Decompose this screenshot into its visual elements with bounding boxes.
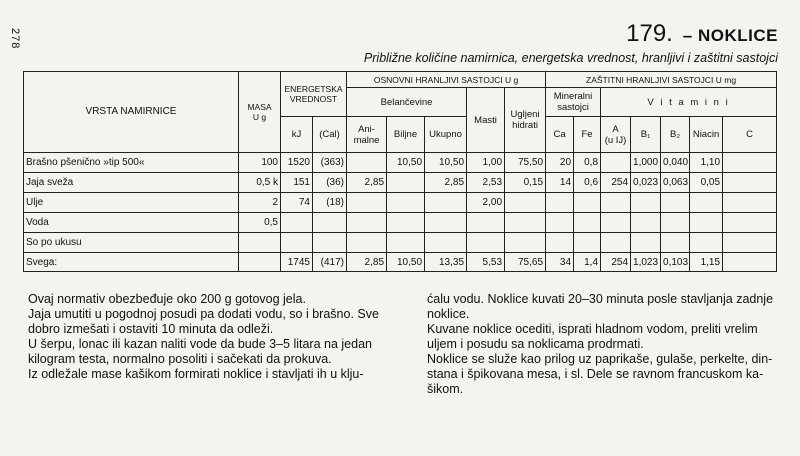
cell-c <box>723 253 777 272</box>
table-row <box>24 153 777 173</box>
table-body <box>24 153 777 272</box>
cell-plant: 10,50 <box>387 153 425 173</box>
cell-b1 <box>631 213 661 233</box>
header-kj: kJ <box>281 117 313 153</box>
text-line: Kuvane noklice ocediti, isprati hladnom vodom, preliti vrelim <box>427 322 758 336</box>
cell-a <box>601 233 631 253</box>
cell-a: 254 <box>601 173 631 193</box>
cell-a: 254 <box>601 253 631 272</box>
cell-cal: (18) <box>313 193 347 213</box>
header-c: C <box>723 117 777 153</box>
cell-c <box>723 213 777 233</box>
header-animal: Ani- malne <box>347 117 387 153</box>
cell-name: Svega: <box>24 253 239 272</box>
cell-mass <box>239 253 281 272</box>
text-line: uljem i posudu sa noklicama prodrmati. <box>427 337 644 351</box>
header-vitamins: V i t a m i n i <box>601 88 777 117</box>
cell-fats: 2,00 <box>467 193 505 213</box>
cell-niacin: 1,15 <box>690 253 723 272</box>
cell-name: Voda <box>24 213 239 233</box>
table-row <box>24 233 777 253</box>
cell-cal: (363) <box>313 153 347 173</box>
cell-niacin <box>690 193 723 213</box>
cell-fe: 1,4 <box>574 253 601 272</box>
header-cal: (Cal) <box>313 117 347 153</box>
text-line: noklice. <box>427 307 470 321</box>
cell-kj <box>281 213 313 233</box>
header-proteins: Belančevine <box>347 88 467 117</box>
cell-animal <box>347 193 387 213</box>
cell-niacin <box>690 213 723 233</box>
cell-animal <box>347 153 387 173</box>
cell-cal: (36) <box>313 173 347 193</box>
header-vitamin-a: A (u IJ) <box>601 117 631 153</box>
header-protective: ZAŠTITNI HRANLJIVI SASTOJCI U mg <box>546 72 777 88</box>
text-line: šikom. <box>427 382 464 396</box>
cell-animal: 2,85 <box>347 173 387 193</box>
cell-b1 <box>631 233 661 253</box>
instructions-left <box>28 292 404 382</box>
header-plant: Biljne <box>387 117 425 153</box>
cell-kj: 151 <box>281 173 313 193</box>
cell-fats: 5,53 <box>467 253 505 272</box>
cell-name: Jaja sveža <box>24 173 239 193</box>
text-line: Iz odležale mase kašikom formirati noklice i stavljati ih u klju- <box>28 367 364 381</box>
cell-cal <box>313 213 347 233</box>
cell-b2 <box>661 193 690 213</box>
header-mass: MASA U g <box>239 72 281 153</box>
totals-row <box>24 253 777 272</box>
cell-b1: 0,023 <box>631 173 661 193</box>
text-line: stana i špikovana mesa, i sl. Dele se ravnom francuskom ka- <box>427 367 764 381</box>
cell-plant: 10,50 <box>387 253 425 272</box>
text-line: dobro izmešati i ostaviti 10 minuta da odleži. <box>28 322 274 336</box>
cell-fats <box>467 233 505 253</box>
cell-mass: 2 <box>239 193 281 213</box>
cell-carbs <box>505 213 546 233</box>
cell-mass: 100 <box>239 153 281 173</box>
table-subtitle: Približne količine namirnica, energetska vrednost, hranljivi i zaštitni sastojci <box>363 51 778 65</box>
cell-c <box>723 173 777 193</box>
cell-a <box>601 213 631 233</box>
cell-mass <box>239 233 281 253</box>
header-niacin: Niacin <box>690 117 723 153</box>
instructions-right <box>427 292 782 397</box>
cell-kj: 1520 <box>281 153 313 173</box>
cell-fe: 0,8 <box>574 153 601 173</box>
cell-total: 13,35 <box>425 253 467 272</box>
cell-b1: 1,000 <box>631 153 661 173</box>
text-line: U šerpu, lonac ili kazan naliti vode da bude 3–5 litara na jedan <box>28 337 372 351</box>
cell-a <box>601 153 631 173</box>
cell-animal <box>347 233 387 253</box>
header-ca: Ca <box>546 117 574 153</box>
cell-kj: 1745 <box>281 253 313 272</box>
header-item: VRSTA NAMIRNICE <box>24 72 239 153</box>
text-line: kilogram testa, normalno posoliti i sačekati da prokuva. <box>28 352 332 366</box>
cell-carbs: 75,50 <box>505 153 546 173</box>
cell-niacin: 0,05 <box>690 173 723 193</box>
recipe-title <box>626 20 778 48</box>
text-line: ćalu vodu. Noklice kuvati 20–30 minuta posle stavljanja zadnje <box>427 292 774 306</box>
header-protein-total: Ukupno <box>425 117 467 153</box>
title-dash: – <box>682 26 693 45</box>
cell-animal <box>347 213 387 233</box>
cell-total <box>425 233 467 253</box>
cell-b2: 0,040 <box>661 153 690 173</box>
cell-c <box>723 153 777 173</box>
cell-b2: 0,103 <box>661 253 690 272</box>
cell-c <box>723 193 777 213</box>
header-energy: ENERGETSKA VREDNOST <box>281 72 347 117</box>
text-line: Ovaj normativ obezbeđuje oko 200 g gotovog jela. <box>28 292 306 306</box>
cell-fats <box>467 213 505 233</box>
cell-carbs <box>505 233 546 253</box>
header-b2: B₂ <box>661 117 690 153</box>
cell-total <box>425 193 467 213</box>
cell-b2 <box>661 233 690 253</box>
cell-ca: 34 <box>546 253 574 272</box>
header-minerals: Mineralni sastojci <box>546 88 601 117</box>
cell-mass: 0,5 <box>239 213 281 233</box>
cell-name: Ulje <box>24 193 239 213</box>
cell-plant <box>387 173 425 193</box>
table-row <box>24 173 777 193</box>
header-carbs: Ugljeni hidrati <box>505 88 546 153</box>
text-line: Noklice se služe kao prilog uz paprikaše, gulaše, perkelte, din- <box>427 352 773 366</box>
table-row <box>24 193 777 213</box>
cell-kj: 74 <box>281 193 313 213</box>
cell-fats: 1,00 <box>467 153 505 173</box>
cell-ca <box>546 213 574 233</box>
cell-total: 10,50 <box>425 153 467 173</box>
recipe-number: 179. <box>626 20 673 47</box>
cell-kj <box>281 233 313 253</box>
cell-mass: 0,5 k <box>239 173 281 193</box>
recipe-name: NOKLICE <box>698 26 778 45</box>
cell-niacin: 1,10 <box>690 153 723 173</box>
cell-c <box>723 233 777 253</box>
cell-fe <box>574 233 601 253</box>
cell-carbs: 0,15 <box>505 173 546 193</box>
cell-total: 2,85 <box>425 173 467 193</box>
cell-carbs <box>505 193 546 213</box>
header-fats: Masti <box>467 88 505 153</box>
cell-b1: 1,023 <box>631 253 661 272</box>
cell-cal: (417) <box>313 253 347 272</box>
cell-carbs: 75,65 <box>505 253 546 272</box>
nutrition-table <box>23 71 777 272</box>
cell-name: So po ukusu <box>24 233 239 253</box>
cell-plant <box>387 193 425 213</box>
cell-ca <box>546 233 574 253</box>
cell-fe <box>574 193 601 213</box>
header-b1: B₁ <box>631 117 661 153</box>
cell-fats: 2,53 <box>467 173 505 193</box>
cell-b1 <box>631 193 661 213</box>
header-fe: Fe <box>574 117 601 153</box>
cell-name: Brašno pšenično »tip 500« <box>24 153 239 173</box>
cell-b2: 0,063 <box>661 173 690 193</box>
cell-a <box>601 193 631 213</box>
cell-fe: 0,6 <box>574 173 601 193</box>
cell-total <box>425 213 467 233</box>
cell-plant <box>387 233 425 253</box>
text-line: Jaja umutiti u pogodnoj posudi pa dodati vodu, so i brašno. Sve <box>28 307 379 321</box>
page-number: 278 <box>9 28 21 50</box>
cell-b2 <box>661 213 690 233</box>
cell-fe <box>574 213 601 233</box>
cell-ca: 14 <box>546 173 574 193</box>
table-row <box>24 213 777 233</box>
cell-plant <box>387 213 425 233</box>
header-basic: OSNOVNI HRANLJIVI SASTOJCI U g <box>347 72 546 88</box>
cell-animal: 2,85 <box>347 253 387 272</box>
cell-niacin <box>690 233 723 253</box>
cell-ca <box>546 193 574 213</box>
cell-ca: 20 <box>546 153 574 173</box>
cell-cal <box>313 233 347 253</box>
